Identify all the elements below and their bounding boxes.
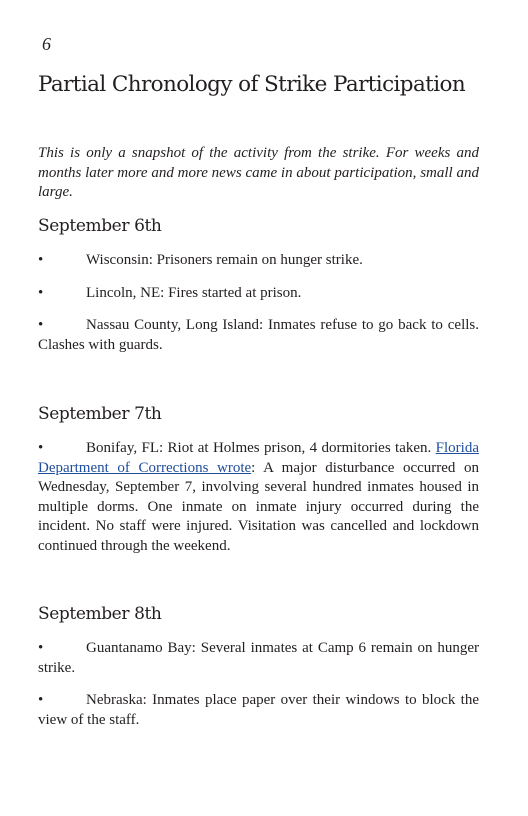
- fdc-statement-link[interactable]: Florida Department of Corrections wrote: [38, 440, 479, 476]
- entry-text-after-link: : A major disturbance occurred on Wednesday, September 7, involving several hundred inmates housed in multiple dorms. One inmate on inmate injury occurred during the incident. No staff were injured. Visitation was cancelled and lockdown continued through the weekend.: [38, 459, 479, 554]
- entry-text: Nebraska: Inmates place paper over their windows to block the view of the staff.: [38, 692, 479, 728]
- entry-text-before-link: Bonifay, FL: Riot at Holmes prison, 4 dormitories taken.: [86, 440, 436, 456]
- entry-text: Lincoln, NE: Fires started at prison.: [86, 285, 302, 301]
- bullet-icon: •: [38, 440, 44, 456]
- list-item: [38, 251, 479, 271]
- bullet-icon: •: [38, 692, 44, 708]
- list-item: [38, 691, 479, 730]
- page-title: Partial Chronology of Strike Participation: [38, 72, 466, 97]
- intro-paragraph: This is only a snapshot of the activity from the strike. For weeks and months later more and more news came in about participation, small and large.: [38, 145, 479, 200]
- entry-text: Guantanamo Bay: Several inmates at Camp 6 remain on hunger strike.: [38, 640, 479, 676]
- list-item: [38, 316, 479, 355]
- section-heading-september-7: September 7th: [38, 404, 162, 424]
- list-item: [38, 284, 479, 304]
- bullet-icon: •: [38, 285, 44, 301]
- bullet-icon: •: [38, 252, 44, 268]
- bullet-icon: •: [38, 640, 44, 656]
- entry-text: Nassau County, Long Island: Inmates refuse to go back to cells. Clashes with guards.: [38, 317, 479, 353]
- entry-text: Wisconsin: Prisoners remain on hunger strike.: [86, 252, 363, 268]
- bullet-icon: •: [38, 317, 44, 333]
- list-item: [38, 639, 479, 678]
- list-item: [38, 439, 479, 556]
- section-heading-september-6: September 6th: [38, 216, 162, 236]
- section-heading-september-8: September 8th: [38, 604, 162, 624]
- page-number: 6: [42, 34, 51, 54]
